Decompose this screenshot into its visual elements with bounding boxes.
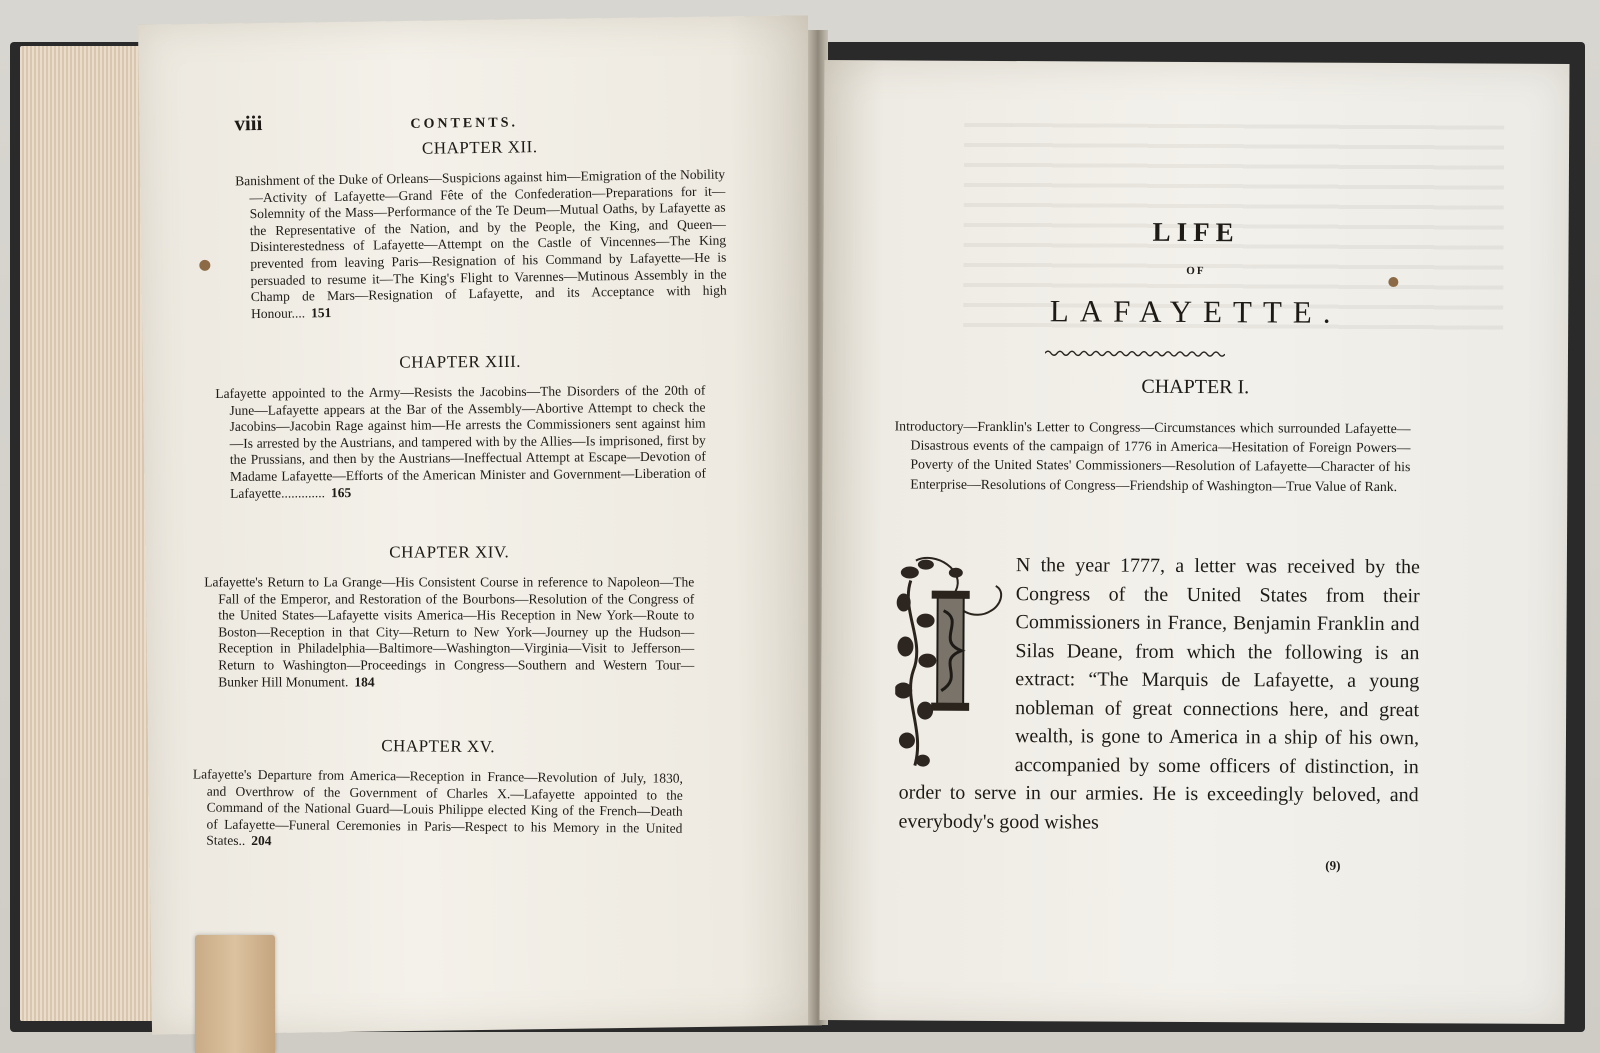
page-reference: 204: [251, 833, 272, 849]
bookmark-ribbon[interactable]: [195, 935, 275, 1053]
chapter-summary: Lafayette appointed to the Army—Resists the Jacobins—The Disorders of the 20th of June—Lafayette appears at the Bar of the Assembly—Abortive Attempt to check the Jacobins—Jacobin Rage against him—He arrests the Commissioners sent against him—Is arrested by the Austrians, and tampered with by the Allies—Is imprisoned, first by the Prussians, and then by the Austrians—Ineffectual Attempt at Escape—Devotion of Madame Lafayette—Efforts of the American Minister and Government—Liberation of Lafayette............. 165: [215, 382, 707, 501]
running-head: [234, 105, 694, 136]
page-reference: 184: [354, 674, 375, 690]
chapter-summary: Lafayette's Departure from America—Reception in France—Revolution of July, 1830, and Overthrow of the Government of Charles X.—Lafayette appointed to the Command of the National Guard—Louis Philippe elected King of the French—Death of Lafayette—Funeral Ceremonies in Paris—Respect to his Memory in the United States.. 204: [192, 766, 683, 849]
book-title: LIFE: [1152, 216, 1240, 248]
chapter-summary: Introductory—Franklin's Letter to Congress—Circumstances which surrounded Lafayette—Disastrous events of the campaign of 1776 in America—Hesitation of Foreign Powers—Poverty of the United States' Commissioners—Resolution of Lafayette—Character of his Enterprise—Resolutions of Congress—Friendship of Washington—True Value of Rank.: [894, 418, 1411, 494]
chapter-heading: CHAPTER XII.: [421, 137, 538, 158]
book-title-connector: OF: [1186, 264, 1206, 278]
page-reference: 165: [330, 484, 352, 500]
book-title-subject: LAFAYETTE.: [1049, 293, 1342, 330]
chapter-summary: Lafayette's Return to La Grange—His Consistent Course in reference to Napoleon—The Fall of the Emperor, and Restoration of the Bourbons—Resolution of the Congress of the United States—Lafayette visits America—His Reception in New York—Route to Boston—Reception in that City—Return to New York—Journey up the Hudson—Reception in Philadelphia—Baltimore—Washington—Virginia—Visit to Jefferson—Return to Washington—Proceedings in Congress—Southern and Western Tour—Bunker Hill Monument. 184: [204, 574, 695, 690]
contents-entry-chapter-14: [204, 542, 694, 690]
running-head-title: CONTENTS.: [410, 115, 519, 132]
foxing-spot: [199, 260, 210, 271]
right-page: [819, 60, 1569, 1024]
wavy-rule-ornament: [1045, 349, 1225, 358]
page-number: (9): [1325, 857, 1341, 873]
chapter-heading: CHAPTER I.: [1141, 375, 1250, 399]
chapter-summary: Banishment of the Duke of Orleans—Suspicions against him—Emigration of the Nobility—Activity of Lafayette—Grand Fête of the Confederation—Preparations for it—Solemnity of the Mass—Performance of the Te Deum—Mutual Oaths, by Lafayette as the Representative of the Nation, and by the People, the King, and Queen—Disinterestedness of Lafayette—Attempt on the Castle of Vincennes—The King prevented from leaving Paris—Resignation of his Command by Lafayette—He is persuaded to resume it—The King's Flight to Varennes—Mutinous Assembly in the Champ de Mars—Resignation of Lafayette, and its Acceptance with high Honour.... 151: [235, 166, 727, 321]
chapter-heading: CHAPTER XV.: [381, 736, 496, 757]
page-reference: 151: [310, 304, 332, 321]
chapter-heading: CHAPTER XIII.: [399, 351, 522, 372]
contents-entry-chapter-15: [192, 734, 683, 853]
foxing-spot: [1388, 277, 1398, 287]
left-page: [138, 15, 822, 1034]
ornamental-dropcap-icon: [895, 550, 1008, 775]
contents-entry-chapter-13: [215, 351, 706, 503]
folio: viii: [234, 111, 263, 136]
body-text: N the year 1777, a letter was received by the Congress of the United States from their Commissioners in France, Benjamin Franklin and Silas Deane, from which the following is an extract: “The Marquis de Lafayette, a young nobleman of great connections here, and great wealth, is gone to America in a ship of his own, accompanied by some officers of distinction, in order to serve in our armies. He is exceedingly beloved, and everybody's good wishes: [898, 550, 1419, 838]
chapter-heading: CHAPTER XIV.: [389, 542, 510, 562]
contents-entry-chapter-12: [235, 135, 727, 323]
